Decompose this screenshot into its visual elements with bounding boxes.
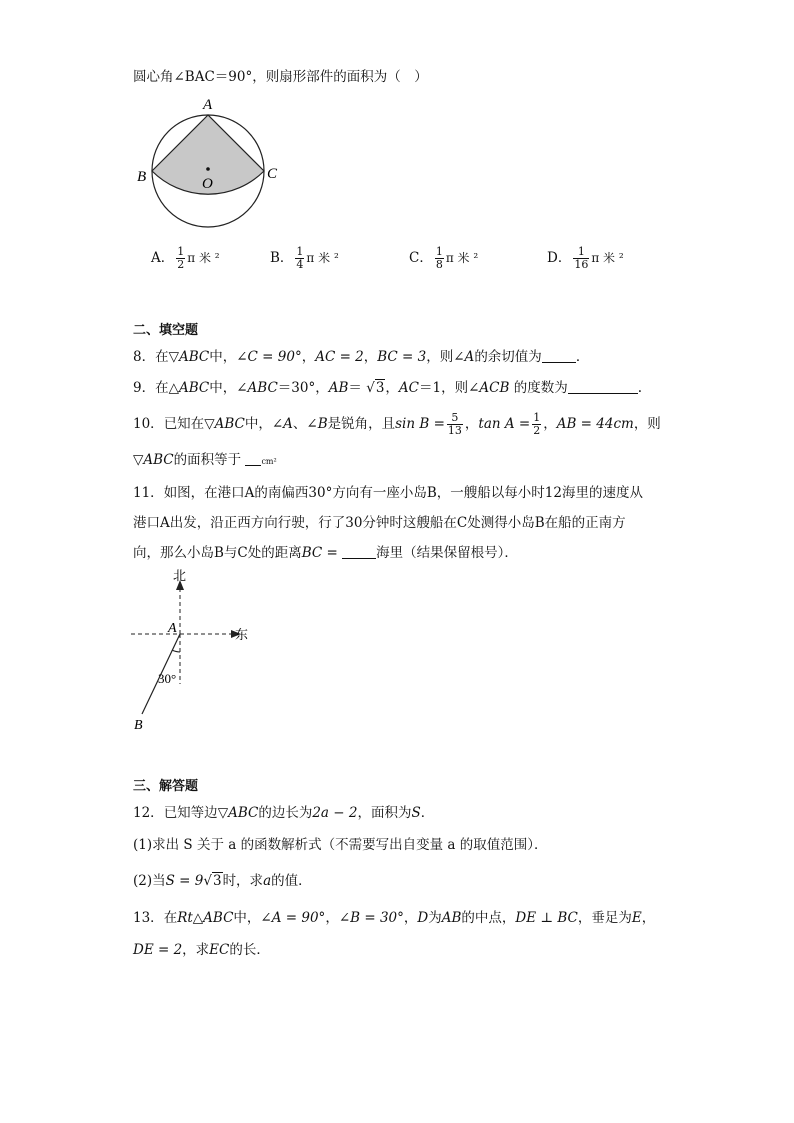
answer-blank[interactable]	[542, 348, 576, 363]
label-north: 北	[173, 568, 187, 583]
q12-sub1: (1)求出 S 关于 a 的函数解析式（不需要写出自变量 a 的取值范围）．	[133, 837, 548, 853]
q11-figure	[125, 566, 265, 736]
label-b: B	[134, 718, 143, 733]
option-unit: π 米 ²	[445, 251, 479, 265]
section-3-title: 三、解答题	[133, 779, 199, 794]
option-unit: π 米 ²	[591, 251, 624, 265]
option-fraction: $\frac{1}{16}$	[574, 245, 589, 271]
label-east: 东	[235, 627, 249, 642]
answer-blank[interactable]	[245, 451, 261, 466]
q7-option-c	[409, 244, 478, 272]
option-unit: π 米 ²	[306, 251, 339, 265]
sin-fraction: $\frac{5}{13}$	[447, 411, 462, 437]
option-fraction: $\frac{1}{4}$	[296, 245, 304, 271]
answer-blank[interactable]	[568, 379, 638, 394]
label-angle: 30°	[158, 671, 177, 686]
option-letter: D．	[547, 250, 572, 266]
q10-line1: 10．已知在▽ABC中，∠A、∠B是锐角，且sin B = $\frac{5}{13}$ ，tan A = $\frac{1}{2}$ ，AB = 44cm，则	[133, 411, 661, 437]
sqrt-sign: √	[203, 873, 212, 889]
option-fraction: $\frac{1}{8}$	[435, 245, 443, 271]
option-letter: A．	[151, 250, 175, 266]
q8: 8．在▽ABC中，∠C = 90°，AC = 2，BC = 3，则∠A的余切值为 ．	[133, 349, 590, 365]
option-letter: C．	[409, 250, 433, 266]
q12-stem: 12．已知等边▽ABC的边长为2a − 2，面积为S．	[133, 805, 435, 821]
q10-line2: ▽ABC的面积等于 cm²	[133, 452, 277, 468]
q13-line1: 13．在Rt△ABC中，∠A = 90°，∠B = 30°，D为AB的中点，DE ⊥ BC，垂足为E，	[133, 910, 656, 926]
tan-fraction: $\frac{1}{2}$	[533, 411, 541, 437]
center-dot	[206, 167, 210, 171]
label-a: A	[203, 97, 213, 113]
q7-option-d	[547, 244, 624, 272]
angle-arc	[172, 650, 180, 652]
option-unit: π 米 ²	[187, 251, 220, 265]
label-b: B	[137, 169, 147, 185]
option-fraction: $\frac{1}{2}$	[177, 245, 185, 271]
q7-figure	[130, 95, 290, 235]
option-letter: B．	[270, 250, 294, 266]
section-2-title: 二、填空题	[133, 323, 199, 338]
q7-stem: 圆心角∠BAC＝90°，则扇形部件的面积为（ ）	[133, 69, 428, 85]
q7-option-a	[151, 244, 220, 272]
q7-option-b	[270, 244, 339, 272]
answer-blank[interactable]	[342, 544, 376, 559]
label-o: O	[202, 176, 213, 192]
q11-line3: 向，那么小岛B与C处的距离BC = 海里（结果保留根号）．	[133, 545, 518, 561]
q9: 9．在△ABC中，∠ABC＝30°，AB＝ √3，AC＝1，则∠ACB 的度数为 .	[133, 380, 642, 396]
q13-line2: DE = 2，求EC的长．	[133, 942, 270, 958]
sqrt-sign: √	[366, 380, 375, 396]
label-c: C	[267, 166, 278, 182]
q11-line1: 11．如图，在港口A的南偏西30°方向有一座小岛B，一艘船以每小时12海里的速度从	[133, 485, 643, 501]
label-a: A	[168, 621, 177, 636]
q12-sub2: (2)当S = 9√3时，求a的值．	[133, 873, 312, 889]
q11-line2: 港口A出发，沿正西方向行驶，行了30分钟时这艘船在C处测得小岛B在船的正南方	[133, 515, 626, 531]
